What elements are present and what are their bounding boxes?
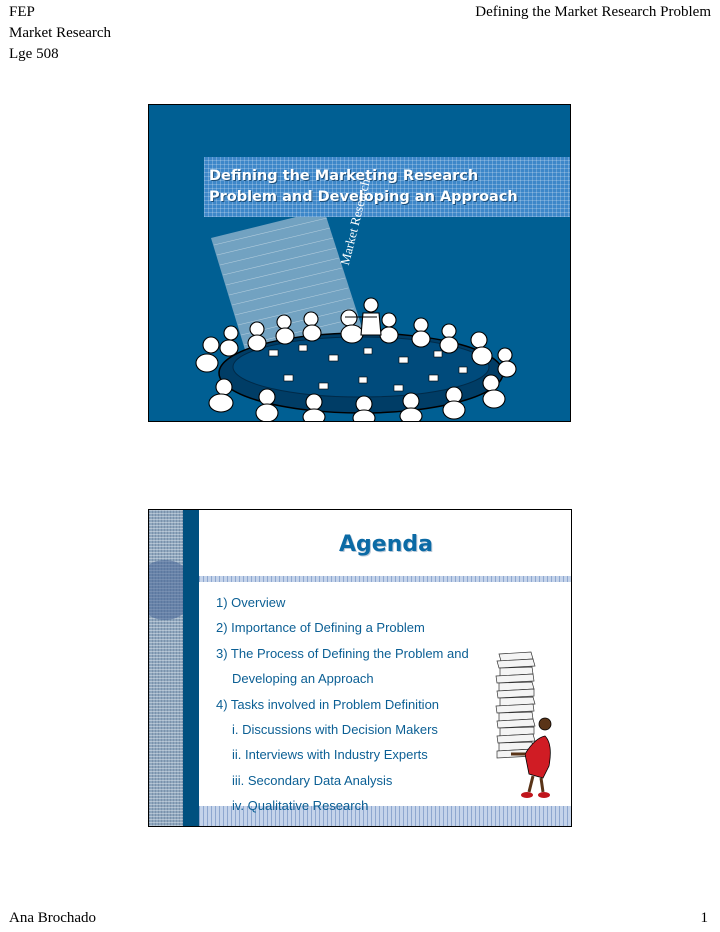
footer-page-number: 1	[700, 910, 708, 926]
slide-title-text	[209, 166, 569, 208]
decorative-stripe	[183, 510, 199, 826]
agenda-item: 3) The Process of Defining the Problem and	[216, 645, 469, 661]
meeting-table-illustration	[149, 105, 571, 422]
slide-title-line-1: Defining the Marketing Research	[209, 168, 479, 184]
agenda-title: Agenda	[339, 532, 433, 557]
decorative-grid-top	[199, 576, 572, 582]
woman-carrying-papers-illustration	[485, 646, 555, 806]
slide-title-line-2: Problem and Developing an Approach	[209, 189, 518, 205]
header-left	[9, 2, 111, 65]
agenda-item: i. Discussions with Decision Makers	[232, 721, 438, 737]
agenda-item: 1) Overview	[216, 595, 286, 610]
slide-agenda	[148, 509, 572, 827]
header-line-institution: FEP	[9, 4, 35, 20]
footer-author: Ana Brochado	[9, 910, 97, 926]
header-line-course: Market Research	[9, 25, 112, 41]
agenda-item: ii. Interviews with Industry Experts	[232, 747, 428, 763]
decorative-side-band	[149, 510, 183, 826]
agenda-item: 4) Tasks involved in Problem Definition	[216, 696, 440, 712]
slide-title	[148, 104, 571, 422]
agenda-list	[216, 590, 469, 819]
agenda-item: iv. Qualitative Research	[232, 798, 369, 814]
agenda-item: Developing an Approach	[232, 671, 374, 687]
header-title: Defining the Market Research Problem	[475, 4, 711, 20]
agenda-item: iii. Secondary Data Analysis	[232, 772, 393, 788]
header-line-code: Lge 508	[9, 46, 59, 62]
side-label: Market Research	[337, 177, 373, 267]
agenda-item: 2) Importance of Defining a Problem	[216, 620, 425, 636]
